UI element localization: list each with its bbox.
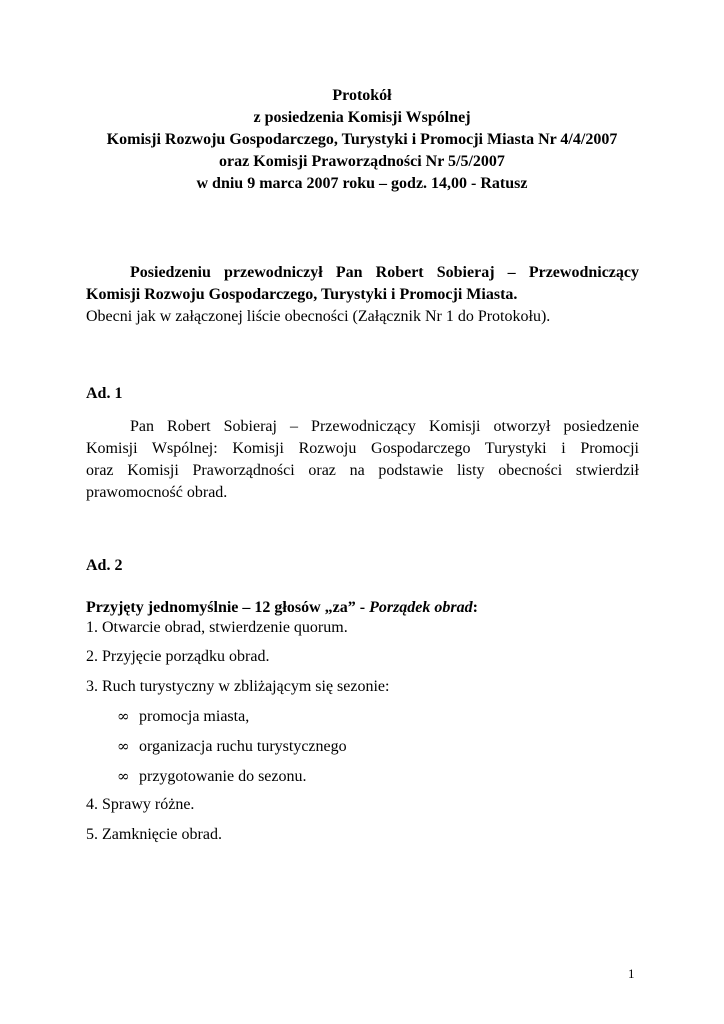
ad1-heading: Ad. 1 (86, 385, 123, 402)
title-line-2: z posiedzenia Komisji Wspólnej (253, 109, 471, 126)
infinity-bullet-icon: ∞ (117, 707, 130, 725)
agenda-subitem-2-text: organizacja ruchu turystycznego (139, 738, 347, 755)
title-line-4: oraz Komisji Praworządności Nr 5/5/2007 (219, 153, 505, 170)
chair-line-1: Posiedzeniu przewodniczył Pan Robert Sobieraj – Przewodniczący (130, 264, 639, 281)
chair-line-2: Komisji Rozwoju Gospodarczego, Turystyki i Promocji Miasta. (86, 286, 518, 303)
agenda-subitem-3-text: przygotowanie do sezonu. (139, 768, 307, 785)
agenda-subitem-1-text: promocja miasta, (139, 708, 250, 725)
infinity-bullet-icon: ∞ (117, 737, 130, 755)
agenda-item-3: 3. Ruch turystyczny w zbliżającym się sezonie: (86, 678, 390, 695)
agenda-subitem-1 (117, 705, 249, 728)
ad1-line-2: Komisji Wspólnej: Komisji Rozwoju Gospodarczego Turystyki i Promocji (86, 440, 639, 457)
agenda-subitem-3 (117, 765, 307, 788)
title-line-5: w dniu 9 marca 2007 roku – godz. 14,00 - Ratusz (196, 175, 528, 192)
agenda-subitem-2 (117, 735, 347, 758)
title-line-3: Komisji Rozwoju Gospodarczego, Turystyki i Promocji Miasta Nr 4/4/2007 (106, 131, 618, 148)
ad1-line-4: prawomocność obrad. (86, 484, 228, 501)
infinity-bullet-icon: ∞ (117, 767, 130, 785)
agenda-intro-italic: Porządek obrad (369, 599, 473, 616)
agenda-intro-text: Przyjęty jednomyślnie – 12 głosów „za” - (86, 599, 370, 616)
agenda-item-5: 5. Zamknięcie obrad. (86, 826, 222, 843)
agenda-intro-colon: : (472, 599, 478, 616)
page-number: 1 (628, 966, 635, 981)
agenda-item-1: 1. Otwarcie obrad, stwierdzenie quorum. (86, 619, 348, 636)
agenda-item-2: 2. Przyjęcie porządku obrad. (86, 648, 270, 665)
ad1-paragraph (86, 416, 639, 504)
agenda-intro (86, 597, 478, 619)
title-line-1: Protokół (332, 87, 392, 104)
ad1-line-3: oraz Komisji Praworządności oraz na podstawie listy obecności stwierdził (86, 462, 639, 479)
ad1-line-1: Pan Robert Sobieraj – Przewodniczący Komisji otworzył posiedzenie (130, 418, 639, 435)
agenda-item-4: 4. Sprawy różne. (86, 796, 195, 813)
chair-paragraph (86, 262, 639, 328)
protocol-title (60, 85, 664, 195)
ad2-heading: Ad. 2 (86, 557, 123, 574)
attendance-line: Obecni jak w załączonej liście obecności (Załącznik Nr 1 do Protokołu). (86, 308, 551, 325)
